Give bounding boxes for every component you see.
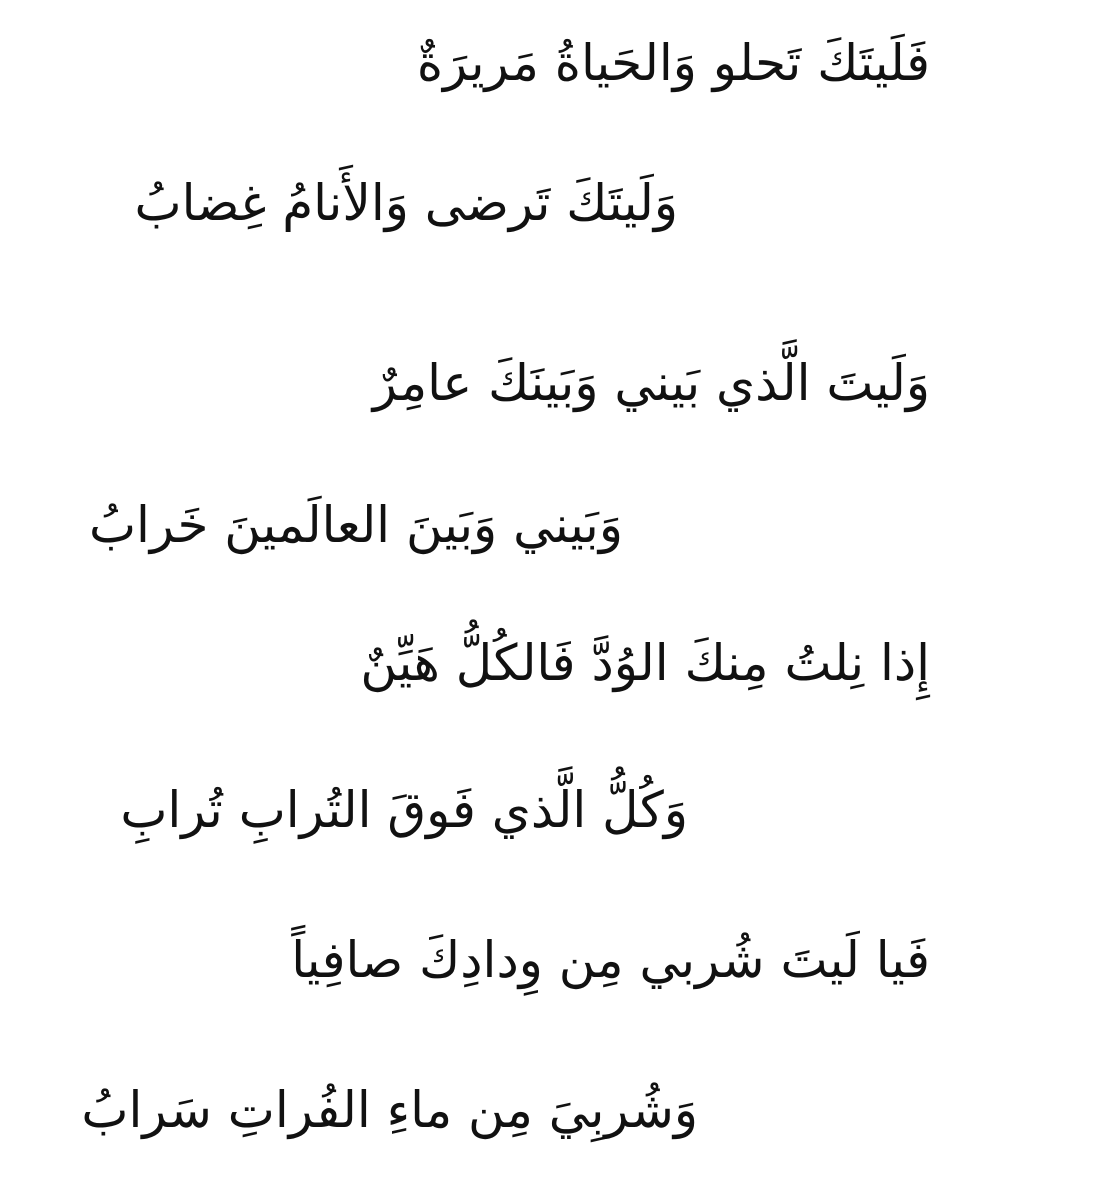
verse-2: وَلَيتَكَ تَرضى وَالأَنامُ غِضابُ	[134, 174, 678, 232]
verse-3: وَلَيتَ الَّذي بَيني وَبَينَكَ عامِرٌ	[372, 354, 930, 412]
verse-5: إِذا نِلتُ مِنكَ الوُدَّ فَالكُلُّ هَيِّنٌ	[360, 634, 930, 692]
verse-7: فَيا لَيتَ شُربي مِن وِدادِكَ صافِياً	[291, 931, 930, 989]
verse-6: وَكُلُّ الَّذي فَوقَ التُرابِ تُرابِ	[120, 781, 688, 839]
verse-8: وَشُربِيَ مِن ماءِ الفُراتِ سَرابُ	[81, 1081, 698, 1139]
verse-1: فَلَيتَكَ تَحلو وَالحَياةُ مَريرَةٌ	[416, 34, 930, 92]
verse-4: وَبَيني وَبَينَ العالَمينَ خَرابُ	[88, 496, 623, 554]
